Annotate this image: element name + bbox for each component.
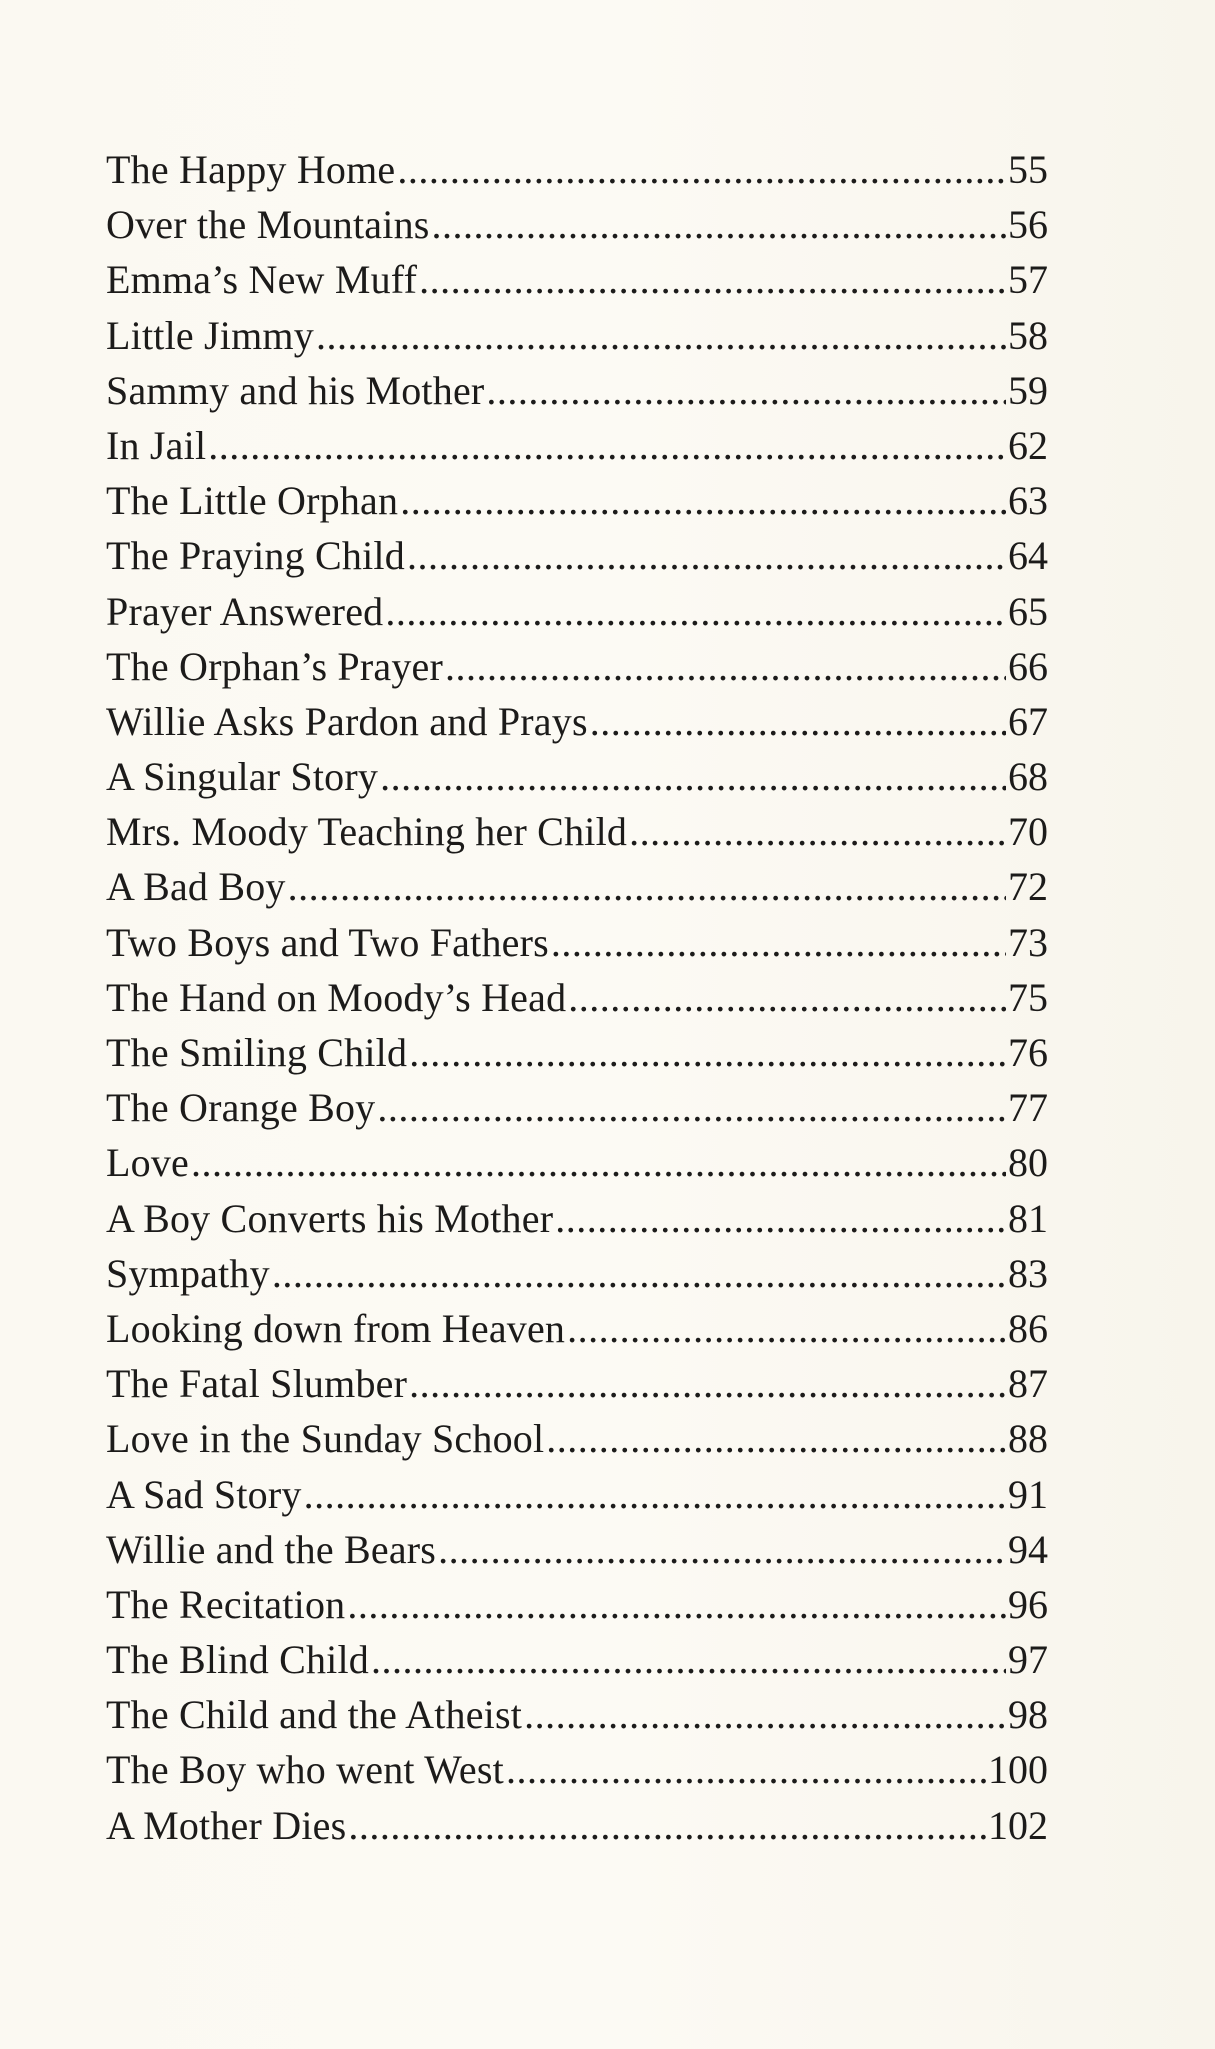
dot-leader (590, 694, 1006, 749)
toc-entry (106, 1191, 1048, 1246)
dot-leader (568, 970, 1006, 1025)
toc-entry-title: A Bad Boy (106, 864, 286, 910)
toc-entry (106, 1411, 1048, 1466)
dot-leader (445, 639, 1006, 694)
toc-entry-title: The Praying Child (106, 533, 405, 579)
toc-entry (106, 1577, 1048, 1632)
toc-entry-title: The Orange Boy (106, 1085, 376, 1131)
toc-entry (106, 1135, 1048, 1190)
toc-entry-title: Willie and the Bears (106, 1526, 437, 1572)
dot-leader (191, 1135, 1006, 1190)
dot-leader (348, 1798, 986, 1853)
toc-entry-title: A Mother Dies (106, 1802, 347, 1848)
dot-leader (347, 1577, 1006, 1632)
dot-leader (551, 915, 1006, 970)
toc-entry-page: 80 (1008, 1140, 1048, 1186)
dot-leader (506, 1742, 986, 1797)
toc-entry-title: Looking down from Heaven (106, 1305, 566, 1351)
toc-entry-page: 94 (1008, 1526, 1048, 1572)
toc-entry (106, 1467, 1048, 1522)
toc-entry (106, 1246, 1048, 1301)
toc-entry-page: 65 (1008, 588, 1048, 634)
dot-leader (629, 804, 1006, 859)
toc-entry (106, 363, 1048, 418)
toc-entry-page: 55 (1008, 147, 1048, 192)
toc-entry (106, 1356, 1048, 1411)
toc-entry (106, 749, 1048, 804)
dot-leader (400, 473, 1006, 528)
toc-entry-title: The Smiling Child (106, 1030, 408, 1075)
toc-entry (106, 1742, 1048, 1797)
dot-leader (409, 1356, 1006, 1411)
toc-entry-page: 63 (1008, 478, 1048, 524)
dot-leader (380, 749, 1006, 804)
toc-entry-page: 100 (988, 1747, 1048, 1793)
toc-entry-page: 98 (1008, 1692, 1048, 1738)
toc-entry-page: 81 (1008, 1195, 1048, 1241)
toc-entry (106, 804, 1048, 859)
dot-leader (272, 1246, 1006, 1301)
toc-entry (106, 197, 1048, 252)
toc-entry-title: Prayer Answered (106, 588, 384, 634)
toc-entry-page: 88 (1008, 1416, 1048, 1462)
toc-entry (106, 1687, 1048, 1742)
toc-entry-page: 77 (1008, 1085, 1048, 1131)
toc-entry (106, 1632, 1048, 1687)
dot-leader (524, 1687, 1006, 1742)
toc-entry-title: A Boy Converts his Mother (106, 1195, 554, 1241)
toc-entry-title: The Fatal Slumber (106, 1361, 408, 1407)
toc-entry-title: Over the Mountains (106, 202, 430, 248)
toc-entry-page: 73 (1008, 919, 1048, 965)
toc-entry (106, 1301, 1048, 1356)
table-of-contents (106, 142, 1048, 1853)
toc-entry (106, 1025, 1048, 1080)
toc-entry (106, 584, 1048, 639)
toc-entry-title: The Boy who went West (106, 1747, 504, 1793)
toc-entry-title: Sammy and his Mother (106, 367, 485, 413)
toc-entry-title: Love in the Sunday School (106, 1416, 545, 1462)
toc-entry (106, 308, 1048, 363)
toc-entry-title: The Child and the Atheist (106, 1692, 523, 1738)
toc-entry (106, 252, 1048, 307)
toc-entry-title: The Orphan’s Prayer (106, 643, 444, 689)
toc-entry-title: The Blind Child (106, 1637, 369, 1683)
dot-leader (555, 1191, 1006, 1246)
toc-entry-title: A Singular Story (106, 754, 379, 800)
toc-entry-title: A Sad Story (106, 1471, 302, 1517)
toc-entry-page: 67 (1008, 698, 1048, 744)
dot-leader (377, 1080, 1006, 1135)
toc-entry-page: 59 (1008, 367, 1048, 413)
toc-entry-title: Two Boys and Two Fathers (106, 919, 549, 965)
toc-entry (106, 859, 1048, 914)
toc-entry (106, 1522, 1048, 1577)
dot-leader (304, 1467, 1006, 1522)
toc-entry-title: The Recitation (106, 1581, 346, 1627)
toc-entry-title: Willie Asks Pardon and Prays (106, 698, 588, 744)
toc-entry (106, 970, 1048, 1025)
toc-entry-page: 62 (1008, 422, 1048, 468)
dot-leader (371, 1632, 1006, 1687)
toc-entry-page: 91 (1008, 1471, 1048, 1517)
dot-leader (208, 418, 1006, 473)
toc-entry-title: Sympathy (106, 1250, 270, 1296)
toc-entry (106, 142, 1048, 197)
toc-entry-title: The Little Orphan (106, 478, 399, 524)
dot-leader (397, 142, 1006, 197)
toc-entry-page: 64 (1008, 533, 1048, 579)
toc-entry (106, 639, 1048, 694)
toc-entry-page: 86 (1008, 1305, 1048, 1351)
toc-entry (106, 915, 1048, 970)
toc-entry-page: 57 (1008, 257, 1048, 303)
toc-entry (106, 473, 1048, 528)
dot-leader (432, 197, 1006, 252)
toc-entry (106, 418, 1048, 473)
toc-entry-page: 102 (988, 1802, 1048, 1848)
toc-entry-page: 58 (1008, 312, 1048, 358)
toc-entry-page: 68 (1008, 754, 1048, 800)
dot-leader (288, 859, 1006, 914)
dot-leader (316, 308, 1006, 363)
dot-leader (409, 1025, 1006, 1080)
toc-entry-title: The Happy Home (106, 147, 396, 192)
dot-leader (385, 584, 1006, 639)
toc-entry-page: 87 (1008, 1361, 1048, 1407)
toc-entry-page: 83 (1008, 1250, 1048, 1296)
toc-entry (106, 694, 1048, 749)
dot-leader (407, 528, 1006, 583)
toc-entry (106, 1798, 1048, 1853)
toc-entry-page: 56 (1008, 202, 1048, 248)
toc-entry-title: Love (106, 1140, 189, 1186)
toc-entry-title: In Jail (106, 422, 207, 468)
dot-leader (567, 1301, 1006, 1356)
dot-leader (438, 1522, 1006, 1577)
toc-entry-page: 97 (1008, 1637, 1048, 1683)
toc-entry-title: Emma’s New Muff (106, 257, 418, 303)
toc-entry-page: 75 (1008, 974, 1048, 1020)
toc-entry (106, 528, 1048, 583)
toc-entry-page: 72 (1008, 864, 1048, 910)
toc-entry-page: 76 (1008, 1030, 1048, 1075)
dot-leader (419, 252, 1006, 307)
toc-entry-page: 70 (1008, 809, 1048, 855)
dot-leader (546, 1411, 1006, 1466)
toc-entry (106, 1080, 1048, 1135)
toc-entry-title: The Hand on Moody’s Head (106, 974, 567, 1020)
toc-entry-page: 96 (1008, 1581, 1048, 1627)
dot-leader (486, 363, 1006, 418)
toc-entry-page: 66 (1008, 643, 1048, 689)
toc-entry-title: Little Jimmy (106, 312, 314, 358)
toc-entry-title: Mrs. Moody Teaching her Child (106, 809, 628, 855)
